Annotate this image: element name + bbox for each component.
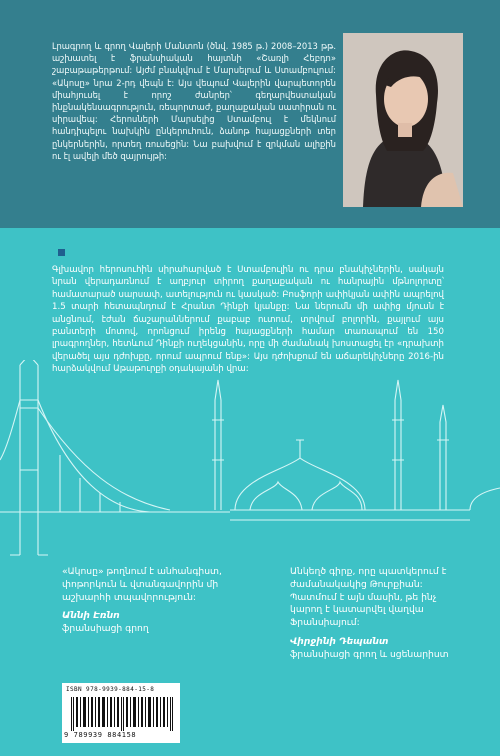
reviewer-role: ֆրանսիացի գրող	[62, 623, 149, 635]
author-portrait-photo	[343, 33, 463, 207]
reviewer-role: ֆրանսիացի գրող և սցենարիստ	[290, 648, 449, 660]
isbn-barcode	[62, 683, 180, 743]
istanbul-skyline-illustration	[0, 360, 500, 560]
book-synopsis: Գլխավոր հերոսուհին սիրահարված է Ստամբուլին ու դրա բնակիչներին, սակայն նրան վերադառնում է աղբյուր տիրող քաղաքական ու հանրային մթնոլորտը՝ համատարած սարսափ, ատելություն ու կասկած: Բոսֆորի ափիկյան ափին ապրելով 1.5 տարի հետապնդում է Հրանտ Դինքի կյանքը: Նա ներումն մի ափից մյուսն է անցնում, էժան ճաշարաններում քաբաբ ուտում, տրվում բոլորին, քայլում այս բանտերի մոտով, որոնցում իրենց հայացքների համար տառապում են 150 լրագրողներ, հետևում Դինքի ուղեկցանին, որը մի ժամանակ խոստացել էր «դրախտի վերածել այս դժոխքը, որում ապրում ենք»: Այս դժոխքում են աճարեկիչները 2016-ին հարձակվում Աթաթուրքի օդակայանի վրա:	[52, 265, 444, 375]
review-quote: «Ակոսը» թողնում է անհանգիստ, փոթորկուն և վտանգավորին մի աշխարհի տպավորություն:	[62, 566, 222, 603]
review-ernaux	[62, 566, 240, 636]
isbn-label: ISBN 978-9939-884-15-8	[66, 686, 155, 693]
reviewer-name: Աննի Էռնո	[62, 610, 120, 622]
author-bio: Լրագրող և գրող Վալերի Մանտոն (ծնվ. 1985 թ.) 2008–2013 թթ. աշխատել է ֆրանսիական հայտնի «Շառլի Հեբդո» շաբաթաթերթում: Այժմ բնակվում է Մարսելում և Ստամբուլում: «Ակոսը» նրա 2-րդ վեպն է: Այս վեպում Վալերին վարպետորեն միահյուսել է որոշ ժանրեր՝ գեղարվեստական ինքնակենսագրություն, ռեպորտաժ, քաղաքական սատիրան ու սիրավեպ: Հերոսների Մարսելից Ստամբուլ է մեկնում հանդիպելու նախկին ընկերուհուն, ձանոթ հայացքների տեր ընկերներին, որտեղ ռուսեցին: Նա բախվում է զրկման ալիքին ու էլ ավելի մեծ զայրույթի:	[52, 41, 336, 161]
reviewer-name: Վիրջինի Դեպանտ	[290, 635, 389, 647]
barcode-digits: 9 789939 884158	[64, 731, 137, 739]
quote-mark-icon	[58, 249, 65, 256]
review-quote: Անկեղծ գիրք, որը պատկերում է ժամանակակից Թուրքիան: Պատմում է այն մասին, թե ինչ կարող է կատարվել վաղվա Ֆրանսիայում:	[290, 566, 447, 629]
barcode-icon	[71, 697, 175, 731]
review-despentes	[290, 566, 465, 662]
author-portrait-icon	[343, 33, 463, 207]
